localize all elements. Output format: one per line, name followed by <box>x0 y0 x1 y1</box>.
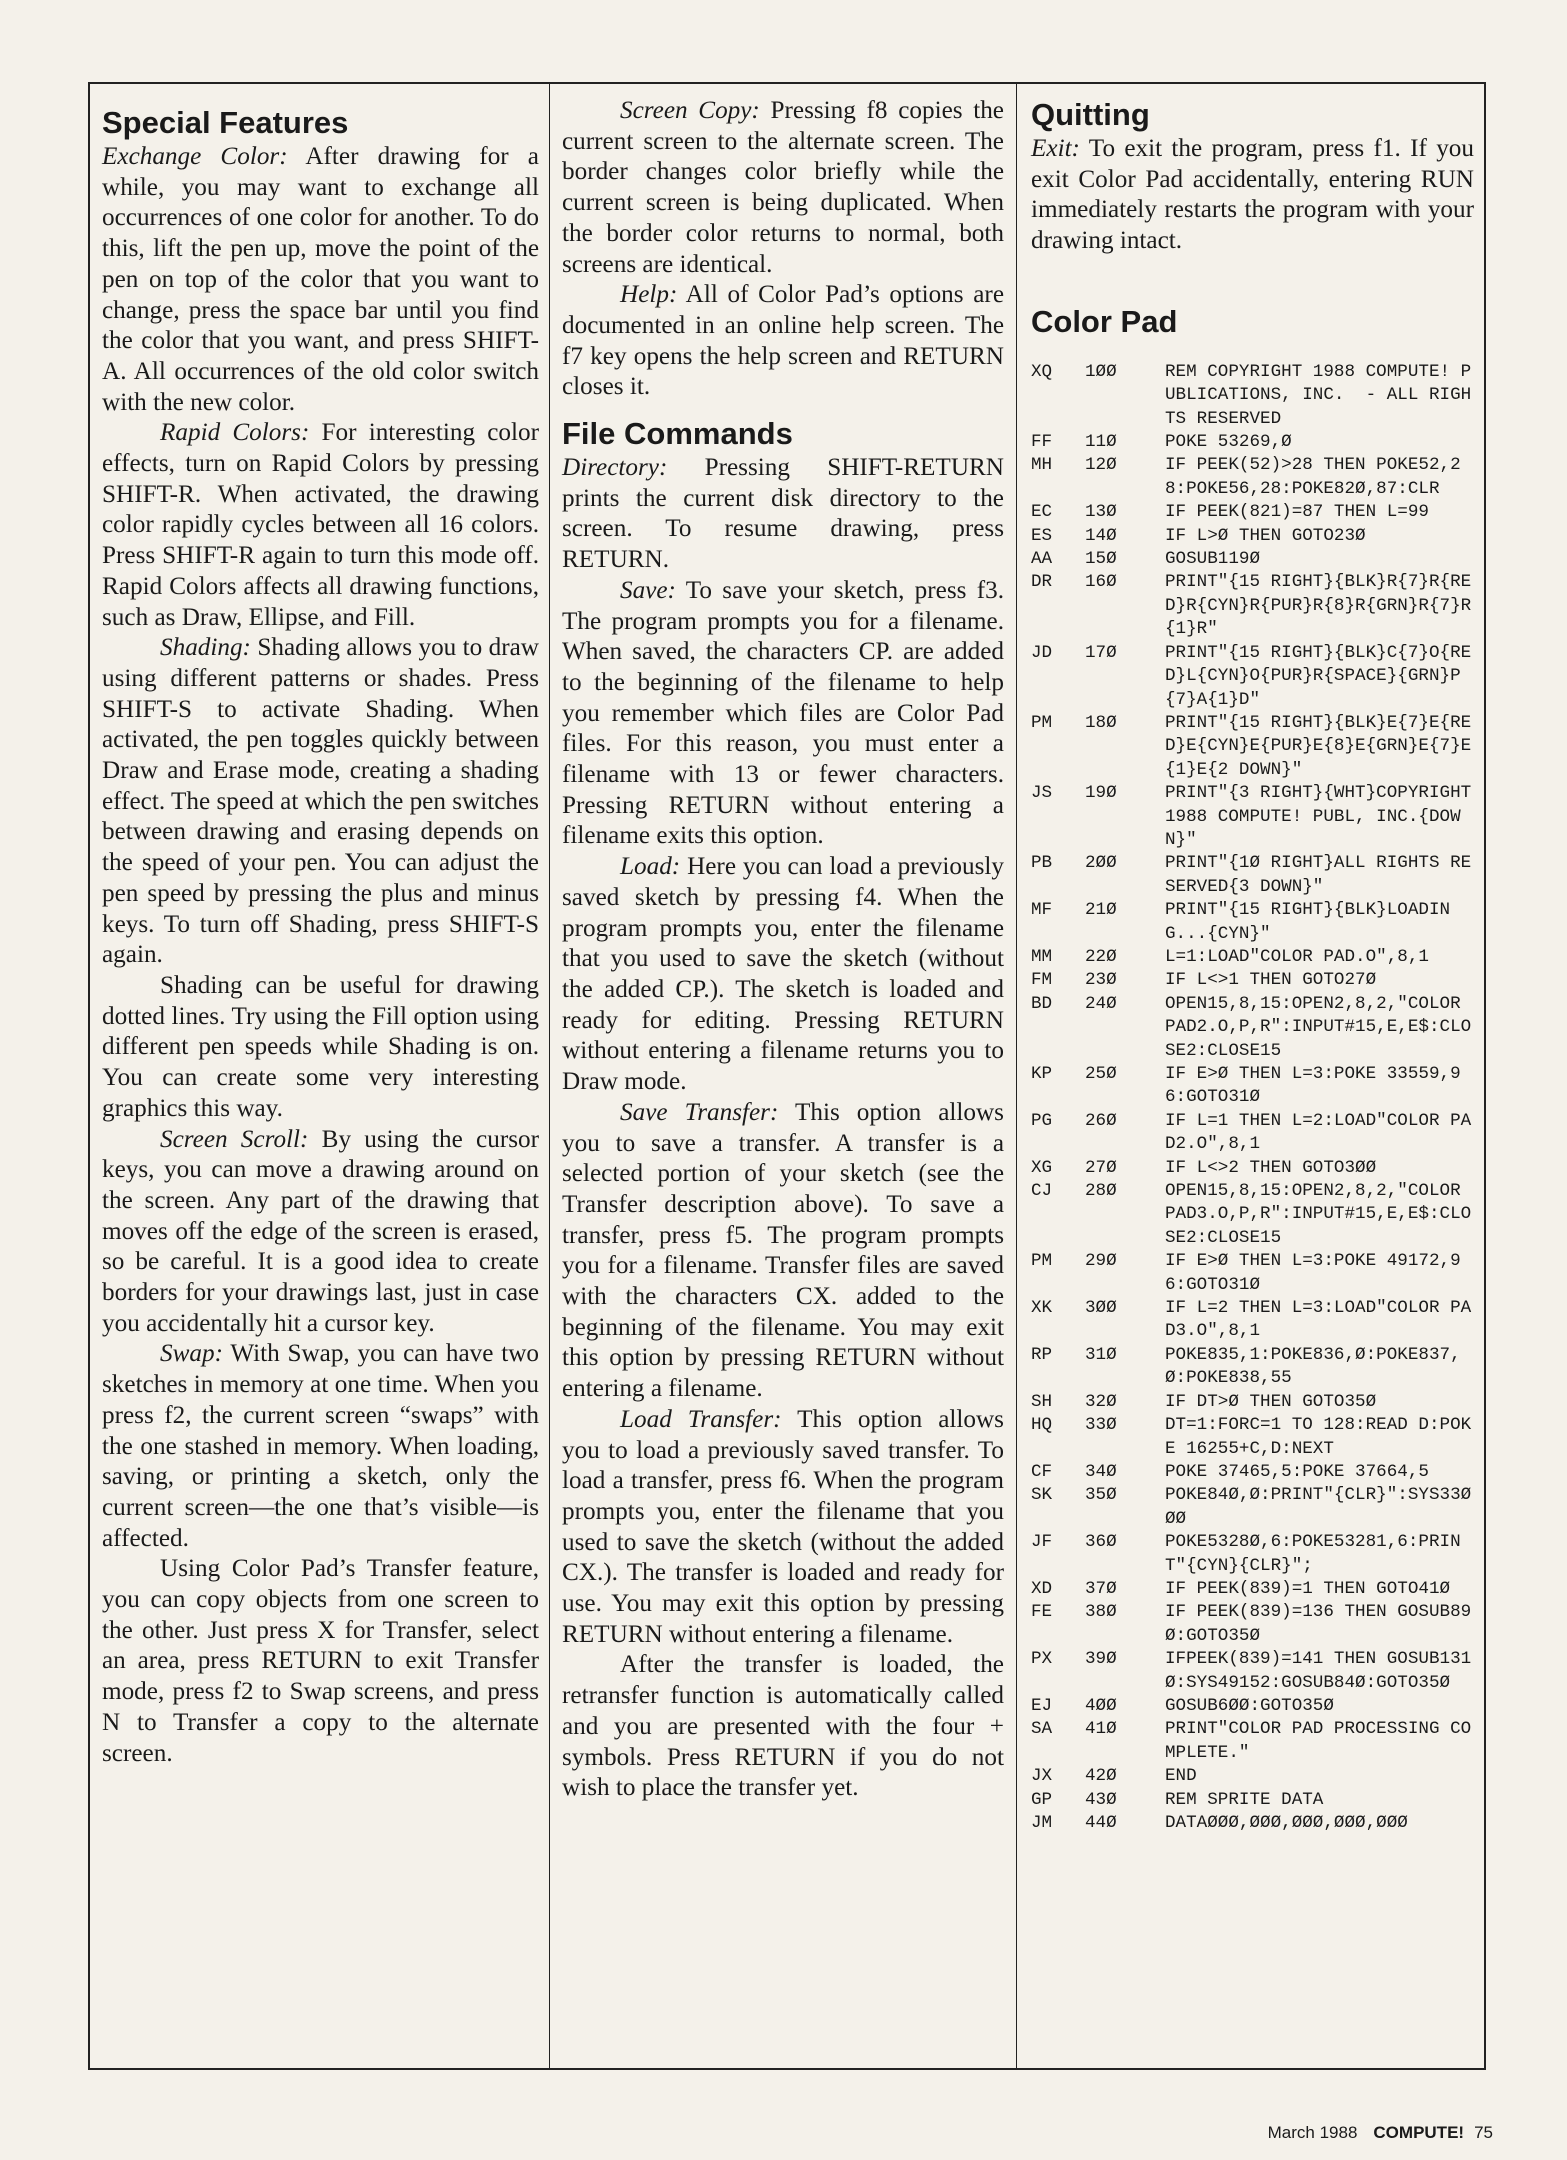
paragraph-lead: Screen Scroll: <box>160 1125 309 1153</box>
section-heading-special-features: Special Features <box>102 105 349 140</box>
listing-line <box>1031 1718 1474 1765</box>
listing-code: PRINT"{15 RIGHT}{BLK}C{7}O{RED}L{CYN}O{PUR}R{SPACE}{GRN}P{7}A{1}D" <box>1165 642 1472 710</box>
listing-line <box>1031 548 1474 571</box>
listing-line <box>1031 571 1474 641</box>
paragraph-text: After the transfer is loaded, the retransfer function is automatically called and you are presented with the four + symbols. Press RETURN if you do not wish to place the transfer yet. <box>562 1651 1004 1802</box>
paragraph <box>102 1125 539 1340</box>
listing-line <box>1031 1063 1474 1110</box>
listing-line <box>1031 1250 1474 1297</box>
listing-line-number: 23Ø <box>1085 970 1117 991</box>
paragraph <box>562 280 1004 403</box>
listing-code: IF L<>1 THEN GOTO27Ø <box>1165 970 1377 991</box>
col1-body <box>102 142 539 1769</box>
listing-code: END <box>1165 1766 1197 1787</box>
paragraph <box>562 1650 1004 1804</box>
listing-line-number: 17Ø <box>1085 642 1117 663</box>
listing-checksum: PM <box>1031 712 1053 733</box>
paragraph <box>562 1405 1004 1651</box>
listing-code: REM SPRITE DATA <box>1165 1789 1324 1810</box>
paragraph-lead: Load: <box>620 853 681 881</box>
paragraph-lead: Exit: <box>1031 135 1080 162</box>
listing-checksum: XD <box>1031 1578 1053 1599</box>
listing-line-number: 32Ø <box>1085 1391 1117 1412</box>
listing-code: L=1:LOAD"COLOR PAD.O",8,1 <box>1165 946 1429 967</box>
listing-checksum: JF <box>1031 1532 1053 1553</box>
listing-code: POKE835,1:POKE836,Ø:POKE837,Ø:POKE838,55 <box>1165 1344 1461 1389</box>
listing-checksum: EJ <box>1031 1695 1053 1716</box>
listing-code: IF L<>2 THEN GOTO3ØØ <box>1165 1157 1377 1178</box>
listing-line-number: 37Ø <box>1085 1578 1117 1599</box>
listing-line <box>1031 525 1474 548</box>
paragraph-text: Shading allows you to draw using different patterns or shades. Press SHIFT-S to activate Shading. When activated, the pen toggles quickly between Draw and Erase mode, creating a shading effect. The speed at which the pen switches between drawing and erasing depends on the speed of your pen. You can adjust the pen speed by pressing the plus and minus keys. To turn off Shading, press SHIFT-S again. <box>102 634 539 969</box>
listing-line-number: 22Ø <box>1085 946 1117 967</box>
listing-code: GOSUB6ØØ:GOTO35Ø <box>1165 1695 1334 1716</box>
listing-line <box>1031 1157 1474 1180</box>
section-heading-file-commands: File Commands <box>562 416 793 452</box>
column-3 <box>1017 84 1484 2068</box>
listing-line <box>1031 899 1474 946</box>
listing-line <box>1031 1789 1474 1812</box>
listing-code: PRINT"{15 RIGHT}{BLK}LOADING...{CYN}" <box>1165 900 1451 944</box>
listing-checksum: HQ <box>1031 1415 1053 1436</box>
paragraph <box>562 1098 1004 1405</box>
paragraph-text: This option allows you to load a previously saved transfer. To load a transfer, press f6. When the program prompts you, enter the filename that you used to save the sketch (without the added CX.). The transfer is loaded and ready for use. You may exit this option by pressing RETURN without entering a filename. <box>562 1405 1004 1648</box>
listing-checksum: XK <box>1031 1298 1053 1319</box>
listing-line-number: 12Ø <box>1085 455 1117 476</box>
listing-code: POKE84Ø,Ø:PRINT"{CLR}":SYS33ØØØ <box>1165 1485 1472 1529</box>
listing-code: DATAØØØ,ØØØ,ØØØ,ØØØ,ØØØ <box>1165 1813 1408 1833</box>
paragraph-lead: Screen Copy: <box>620 97 760 124</box>
listing-line <box>1031 1414 1474 1461</box>
listing-line-number: 11Ø <box>1085 432 1117 453</box>
listing-title: Color Pad <box>1031 303 1178 339</box>
paragraph-text: All of Color Pad’s options are documented in an online help screen. The f7 key opens the help screen and RETURN closes it. <box>562 281 1004 401</box>
listing-line-number: 21Ø <box>1085 900 1117 921</box>
listing-code: POKE 53269,Ø <box>1165 432 1292 453</box>
listing-code: IF L=2 THEN L=3:LOAD"COLOR PAD3.O",8,1 <box>1165 1298 1472 1342</box>
listing-line-number: 2ØØ <box>1085 853 1117 874</box>
listing-code: DT=1:FORC=1 TO 128:READ D:POKE 16255+C,D:NEXT <box>1165 1415 1472 1459</box>
listing-line-number: 31Ø <box>1085 1344 1117 1365</box>
paragraph-text: Pressing f8 copies the current screen to the alternate screen. The border changes color briefly while the current screen is being duplicated. When the border color returns to normal, both screens are identical. <box>562 97 1004 278</box>
listing-line-number: 42Ø <box>1085 1766 1117 1787</box>
listing-checksum: AA <box>1031 549 1053 570</box>
listing-code: IF PEEK(839)=1 THEN GOTO41Ø <box>1165 1578 1451 1599</box>
listing-line-number: 15Ø <box>1085 549 1117 570</box>
paragraph-text: With Swap, you can have two sketches in memory at one time. When you press f2, the current screen “swaps” with the one stashed in memory. When loading, saving, or printing a sketch, only the current screen—the one that’s visible—is affected. <box>102 1340 539 1552</box>
paragraph-lead: Rapid Colors: <box>160 419 310 447</box>
listing-line <box>1031 969 1474 992</box>
listing-line <box>1031 1695 1474 1718</box>
listing-line <box>1031 361 1474 431</box>
listing-line <box>1031 782 1482 852</box>
listing-checksum: BD <box>1031 993 1053 1014</box>
listing-line <box>1031 1601 1474 1648</box>
paragraph-text: Here you can load a previously saved sketch by pressing f4. When the program prompts you, enter the filename that you used to save the sketch (without the added CP.). The sketch is loaded and ready for editing. Pressing RETURN without entering a filename returns you to Draw mode. <box>562 853 1004 1096</box>
listing-checksum: EC <box>1031 502 1053 523</box>
listing-checksum: PX <box>1031 1649 1053 1670</box>
paragraph <box>562 576 1004 852</box>
listing-line <box>1031 1578 1474 1601</box>
listing-checksum: MM <box>1031 946 1053 967</box>
listing-code: PRINT"{3 RIGHT}{WHT}COPYRIGHT 1988 COMPUTE! PUBL, INC.{DOWN}" <box>1165 783 1482 850</box>
footer-magazine: COMPUTE! <box>1373 2123 1465 2142</box>
listing-line <box>1031 946 1474 969</box>
paragraph-text: To exit the program, press f1. If you exit Color Pad accidentally, entering RUN immediately restarts the program with your drawing intact. <box>1031 135 1474 255</box>
listing-line <box>1031 1812 1474 1835</box>
listing-line-number: 4ØØ <box>1085 1695 1117 1716</box>
listing-line <box>1031 501 1474 524</box>
listing-line-number: 36Ø <box>1085 1532 1117 1553</box>
listing-line <box>1031 1297 1474 1344</box>
listing-code: REM COPYRIGHT 1988 COMPUTE! PUBLICATIONS, INC. - ALL RIGHTS RESERVED <box>1165 361 1472 429</box>
paragraph-lead: Load Transfer: <box>620 1405 782 1433</box>
paragraph-text: By using the cursor keys, you can move a drawing around on the screen. Any part of the drawing that moves off the edge of the screen is erased, so be careful. It is a good idea to create borders for your drawings last, just in case you accidentally hit a cursor key. <box>102 1125 539 1337</box>
listing-line-number: 24Ø <box>1085 993 1117 1014</box>
listing-line <box>1031 993 1474 1063</box>
paragraph-text: After drawing for a while, you may want to exchange all occurrences of one color for another. To do this, lift the pen up, move the point of the pen on top of the color that you want to change, press the space bar until you find the color that you want, and press SHIFT-A. All occurrences of the old color switch with the new color. <box>102 143 539 416</box>
listing-line <box>1031 1344 1474 1391</box>
paragraph-text: For interesting color effects, turn on Rapid Colors by pressing SHIFT-R. When activated, the drawing color rapidly cycles between all 16 colors. Press SHIFT-R again to turn this mode off. Rapid Colors affects all drawing functions, such as Draw, Ellipse, and Fill. <box>102 419 539 631</box>
paragraph-lead: Save: <box>620 576 676 604</box>
listing-line <box>1031 454 1474 501</box>
paragraph <box>562 96 1004 280</box>
listing-code: POKE 37465,5:POKE 37664,5 <box>1165 1461 1429 1482</box>
listing-code: IF E>Ø THEN L=3:POKE 33559,96:GOTO31Ø <box>1165 1064 1461 1108</box>
listing-line <box>1031 852 1474 899</box>
paragraph-text: Using Color Pad’s Transfer feature, you can copy objects from one screen to the other. Just press X for Transfer, select an area, press RETURN to exit Transfer mode, press f2 to Swap screens, and press N to Transfer a copy to the alternate screen. <box>102 1555 539 1767</box>
listing-code: PRINT"{15 RIGHT}{BLK}R{7}R{RED}R{CYN}R{PUR}R{8}R{GRN}R{7}R{1}R" <box>1165 572 1472 640</box>
listing-line-number: 13Ø <box>1085 502 1117 523</box>
listing-code: POKE5328Ø,6:POKE53281,6:PRINT"{CYN}{CLR}"; <box>1165 1532 1461 1576</box>
col2-body-top <box>562 96 1004 403</box>
listing-code: PRINT"{1Ø RIGHT}ALL RIGHTS RESERVED{3 DOWN}" <box>1165 853 1472 897</box>
listing-checksum: CF <box>1031 1461 1053 1482</box>
listing-line-number: 29Ø <box>1085 1251 1117 1272</box>
listing-code: OPEN15,8,15:OPEN2,8,2,"COLOR PAD2.O,P,R":INPUT#15,E,E$:CLOSE2:CLOSE15 <box>1165 993 1472 1061</box>
listing-line <box>1031 1461 1474 1484</box>
listing-checksum: ES <box>1031 525 1053 546</box>
listing-code: PRINT"{15 RIGHT}{BLK}E{7}E{RED}E{CYN}E{PUR}E{8}E{GRN}E{7}E{1}E{2 DOWN}" <box>1165 712 1472 780</box>
listing-checksum: PM <box>1031 1251 1053 1272</box>
listing-checksum: JS <box>1031 783 1053 804</box>
listing-line <box>1031 642 1474 712</box>
paragraph <box>102 971 539 1125</box>
page-frame <box>88 82 1486 2070</box>
listing-checksum: XQ <box>1031 361 1053 382</box>
footer-page-number: 75 <box>1474 2123 1493 2142</box>
listing-line-number: 25Ø <box>1085 1064 1117 1084</box>
paragraph <box>102 1554 539 1769</box>
page-footer <box>1268 2123 1493 2143</box>
listing-code: OPEN15,8,15:OPEN2,8,2,"COLOR PAD3.O,P,R":INPUT#15,E,E$:CLOSE2:CLOSE15 <box>1165 1181 1472 1248</box>
listing-line <box>1031 712 1474 782</box>
listing-checksum: PB <box>1031 853 1053 874</box>
paragraph-lead: Swap: <box>160 1340 223 1368</box>
listing-line <box>1031 1531 1474 1578</box>
listing-line <box>1031 1180 1474 1250</box>
listing-checksum: DR <box>1031 572 1053 593</box>
listing-code: IF E>Ø THEN L=3:POKE 49172,96:GOTO31Ø <box>1165 1251 1461 1295</box>
column-1 <box>90 84 550 2068</box>
listing-line <box>1031 1110 1474 1157</box>
footer-issue: March 1988 <box>1267 2123 1358 2142</box>
listing-line-number: 28Ø <box>1085 1181 1117 1202</box>
program-listing <box>1031 361 1482 1836</box>
listing-checksum: SH <box>1031 1391 1053 1412</box>
listing-line-number: 18Ø <box>1085 712 1117 733</box>
listing-code: IF PEEK(821)=87 THEN L=99 <box>1165 502 1429 523</box>
listing-code: IF DT>Ø THEN GOTO35Ø <box>1165 1391 1377 1412</box>
listing-checksum: FM <box>1031 970 1053 991</box>
listing-line-number: 16Ø <box>1085 572 1117 593</box>
col3-body <box>1031 134 1474 257</box>
listing-line <box>1031 1648 1474 1695</box>
paragraph <box>102 633 539 971</box>
listing-line-number: 1ØØ <box>1085 361 1117 382</box>
listing-code: IF PEEK(52)>28 THEN POKE52,28:POKE56,28:POKE82Ø,87:CLR <box>1165 455 1461 499</box>
listing-line <box>1031 1391 1474 1414</box>
paragraph-text: Pressing SHIFT-RETURN prints the current disk directory to the screen. To resume drawing, press RETURN. <box>562 454 1004 574</box>
paragraph <box>562 453 1004 576</box>
paragraph <box>1031 134 1474 257</box>
paragraph-lead: Exchange Color: <box>102 143 288 170</box>
listing-code: IFPEEK(839)=141 THEN GOSUB131Ø:SYS49152:GOSUB84Ø:GOTO35Ø <box>1165 1649 1472 1693</box>
paragraph <box>102 418 539 633</box>
listing-code: PRINT"COLOR PAD PROCESSING COMPLETE." <box>1165 1719 1472 1763</box>
col2-body <box>562 453 1004 1804</box>
listing-code: GOSUB119Ø <box>1165 549 1261 570</box>
listing-line-number: 14Ø <box>1085 525 1117 546</box>
paragraph-lead: Save Transfer: <box>620 1098 779 1126</box>
listing-line-number: 34Ø <box>1085 1461 1117 1482</box>
listing-line <box>1031 1484 1474 1531</box>
listing-line-number: 26Ø <box>1085 1110 1117 1131</box>
listing-checksum: KP <box>1031 1064 1053 1084</box>
listing-line-number: 3ØØ <box>1085 1298 1117 1319</box>
listing-checksum: MF <box>1031 900 1053 921</box>
listing-line <box>1031 431 1474 454</box>
paragraph-lead: Shading: <box>160 634 251 662</box>
listing-line-number: 19Ø <box>1085 783 1117 804</box>
listing-checksum: JD <box>1031 642 1053 663</box>
listing-line-number: 41Ø <box>1085 1719 1117 1740</box>
paragraph-text: This option allows you to save a transfer. A transfer is a selected portion of your sketch (see the Transfer description above). To save a transfer, press f5. The program prompts you for a filename. Transfer files are saved with the characters CX. added to the beginning of the filename. You may exit this option by pressing RETURN without entering a filename. <box>562 1098 1004 1403</box>
listing-checksum: CJ <box>1031 1181 1053 1202</box>
section-heading-quitting: Quitting <box>1031 97 1150 132</box>
listing-checksum: FE <box>1031 1602 1053 1623</box>
listing-code: IF L>Ø THEN GOTO23Ø <box>1165 525 1366 546</box>
paragraph-text: To save your sketch, press f3. The program prompts you for a filename. When saved, the characters CP. are added to the beginning of the filename to help you remember which files are Color Pad files. For this reason, you must enter a filename with 13 or fewer characters. Pressing RETURN without entering a filename exits this option. <box>562 576 1004 850</box>
listing-checksum: XG <box>1031 1157 1053 1178</box>
column-2 <box>550 84 1017 2068</box>
listing-line-number: 43Ø <box>1085 1789 1117 1810</box>
listing-code: IF L=1 THEN L=2:LOAD"COLOR PAD2.O",8,1 <box>1165 1110 1472 1155</box>
listing-line <box>1031 1765 1474 1788</box>
listing-checksum: FF <box>1031 432 1053 453</box>
listing-checksum: SK <box>1031 1485 1053 1506</box>
paragraph <box>562 852 1004 1098</box>
listing-checksum: SA <box>1031 1719 1053 1740</box>
listing-line-number: 27Ø <box>1085 1157 1117 1178</box>
paragraph <box>102 142 539 418</box>
paragraph-text: Shading can be useful for drawing dotted lines. Try using the Fill option using different pen speeds while Shading is on. You can create some very interesting graphics this way. <box>102 971 539 1122</box>
listing-line-number: 44Ø <box>1085 1813 1117 1833</box>
paragraph <box>102 1339 539 1554</box>
listing-checksum: JM <box>1031 1813 1053 1833</box>
listing-code: IF PEEK(839)=136 THEN GOSUB89Ø:GOTO35Ø <box>1165 1602 1472 1646</box>
listing-checksum: GP <box>1031 1789 1053 1810</box>
listing-checksum: JX <box>1031 1766 1053 1787</box>
listing-line-number: 39Ø <box>1085 1649 1117 1670</box>
listing-line-number: 33Ø <box>1085 1415 1117 1436</box>
listing-line-number: 38Ø <box>1085 1602 1117 1623</box>
listing-checksum: PG <box>1031 1110 1053 1131</box>
paragraph-lead: Directory: <box>562 454 668 482</box>
listing-checksum: RP <box>1031 1344 1053 1365</box>
listing-line-number: 35Ø <box>1085 1485 1117 1506</box>
listing-checksum: MH <box>1031 455 1053 476</box>
paragraph-lead: Help: <box>620 281 678 309</box>
